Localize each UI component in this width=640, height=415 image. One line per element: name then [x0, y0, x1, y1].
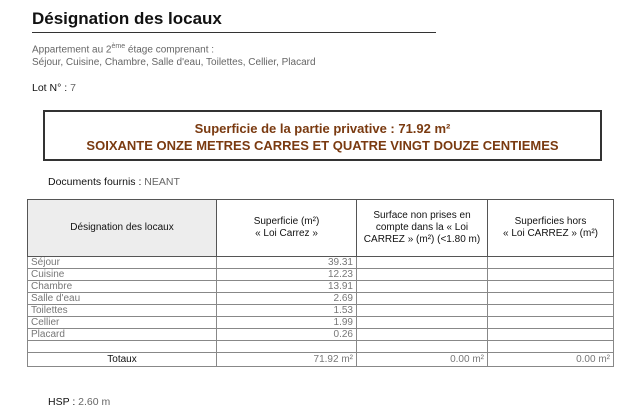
- room-name: Séjour: [28, 257, 217, 269]
- hsp-value: 2.60 m: [78, 396, 111, 408]
- room-name: Placard: [28, 329, 217, 341]
- room-carrez: 0.26: [217, 329, 357, 341]
- room-carrez: 2.69: [217, 293, 357, 305]
- description-rooms: Séjour, Cuisine, Chambre, Salle d'eau, Toilettes, Cellier, Placard: [32, 57, 316, 69]
- room-carrez: [217, 341, 357, 353]
- description-suffix: étage comprenant :: [125, 44, 215, 56]
- room-carrez: 1.53: [217, 305, 357, 317]
- totals-label: Totaux: [28, 352, 217, 366]
- hsp-label: HSP :: [48, 396, 79, 408]
- room-excluded: [357, 341, 488, 353]
- header-hors-line-1: Superficies hors: [514, 216, 587, 227]
- room-excluded: [357, 329, 488, 341]
- room-name: Chambre: [28, 281, 217, 293]
- documents-label: Documents fournis :: [48, 176, 145, 188]
- surface-summary-words: SOIXANTE ONZE METRES CARRES ET QUATRE VINGT DOUZE CENTIEMES: [86, 138, 559, 153]
- lot-value: 7: [70, 82, 76, 94]
- room-name: Salle d'eau: [28, 293, 217, 305]
- lot-label: Lot N° :: [32, 82, 71, 94]
- totals-hors: 0.00 m²: [488, 352, 614, 366]
- room-hors: [488, 329, 614, 341]
- description-line-1: [32, 40, 316, 56]
- room-hors: [488, 269, 614, 281]
- table-row: [28, 269, 614, 281]
- header-hors-line-2: « Loi CARREZ » (m²): [502, 228, 598, 239]
- room-carrez: 12.23: [217, 269, 357, 281]
- table-row: [28, 329, 614, 341]
- room-hors: [488, 293, 614, 305]
- room-excluded: [357, 281, 488, 293]
- title-underline: [32, 32, 436, 33]
- table-row: [28, 305, 614, 317]
- room-carrez: 39.31: [217, 257, 357, 269]
- header-carrez-line-2: « Loi Carrez »: [255, 228, 318, 239]
- room-name: Toilettes: [28, 305, 217, 317]
- room-excluded: [357, 269, 488, 281]
- header-hors-carrez: [488, 200, 614, 257]
- table-row: [28, 257, 614, 269]
- room-name: Cuisine: [28, 269, 217, 281]
- totals-row: [28, 352, 614, 366]
- lot-number: [32, 82, 76, 94]
- room-excluded: [357, 317, 488, 329]
- section-title: Désignation des locaux: [32, 9, 222, 28]
- header-carrez-line-1: Superficie (m²): [253, 216, 320, 227]
- table-row: [28, 317, 614, 329]
- header-carrez: [217, 200, 357, 257]
- totals-excluded: 0.00 m²: [357, 352, 488, 366]
- header-excluded: Surface non prises en compte dans la « Loi CARREZ » (m²) (<1.80 m): [357, 200, 488, 257]
- table-header-row: [28, 200, 614, 257]
- surface-table: [27, 199, 614, 367]
- room-carrez: 13.91: [217, 281, 357, 293]
- surface-summary-box: [43, 110, 602, 161]
- description-superscript: ème: [111, 43, 126, 50]
- ceiling-height: [48, 396, 110, 408]
- table-row: [28, 293, 614, 305]
- room-hors: [488, 281, 614, 293]
- room-hors: [488, 317, 614, 329]
- room-hors: [488, 341, 614, 353]
- table-row: [28, 341, 614, 353]
- documents-value: NEANT: [144, 176, 180, 188]
- room-hors: [488, 305, 614, 317]
- room-excluded: [357, 293, 488, 305]
- documents-provided: [48, 176, 180, 188]
- description-prefix: Appartement au 2: [32, 44, 112, 56]
- totals-carrez: 71.92 m²: [217, 352, 357, 366]
- header-designation: Désignation des locaux: [28, 200, 217, 257]
- room-name: Cellier: [28, 317, 217, 329]
- surface-summary-line: Superficie de la partie privative : 71.92 m²: [194, 121, 451, 136]
- room-excluded: [357, 257, 488, 269]
- table-row: [28, 281, 614, 293]
- room-name: [28, 341, 217, 353]
- room-excluded: [357, 305, 488, 317]
- apartment-description: [32, 40, 316, 69]
- room-hors: [488, 257, 614, 269]
- room-carrez: 1.99: [217, 317, 357, 329]
